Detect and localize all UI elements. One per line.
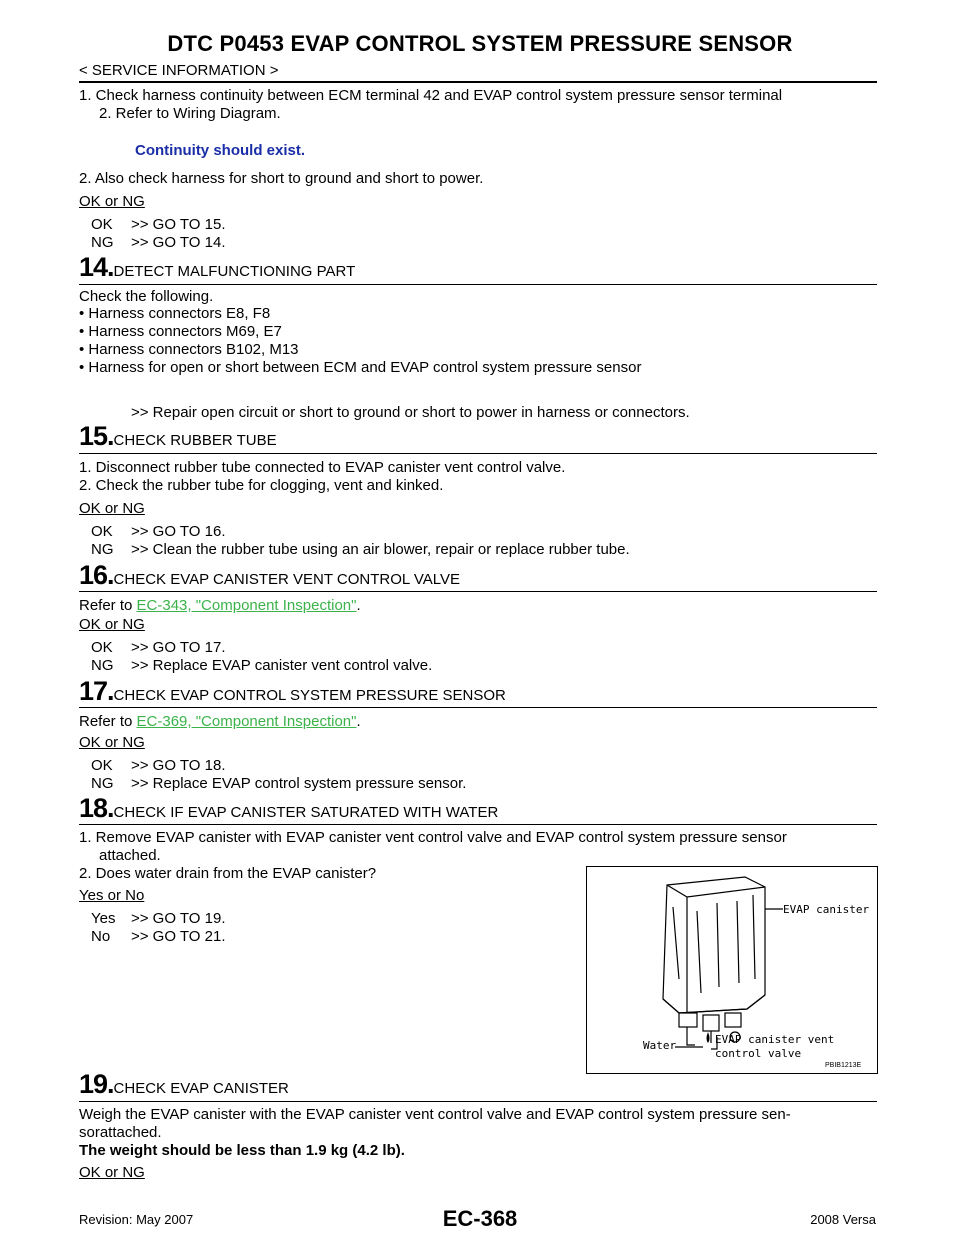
step-rule bbox=[79, 824, 877, 825]
step-line: 1. Remove EVAP canister with EVAP canister vent control valve and EVAP control system pressure sensor bbox=[79, 829, 787, 846]
yes-no-heading: Yes or No bbox=[79, 887, 145, 904]
step-line: Weigh the EVAP canister with the EVAP canister vent control valve and EVAP control system pressure sen- bbox=[79, 1106, 791, 1123]
refer-line: Refer to EC-343, "Component Inspection". bbox=[79, 597, 361, 614]
bullet-item: • Harness connectors E8, F8 bbox=[79, 305, 271, 322]
figure-code: PBIB1213E bbox=[825, 1062, 862, 1069]
result-ng: NG >> GO TO 14. bbox=[91, 234, 226, 251]
step-heading-18: 18.CHECK IF EVAP CANISTER SATURATED WITH WATER bbox=[79, 793, 499, 823]
step-rule bbox=[79, 1101, 877, 1102]
spec-text: Continuity should exist. bbox=[135, 142, 306, 159]
bullet-item: • Harness connectors M69, E7 bbox=[79, 323, 282, 340]
bullet-item: • Harness connectors B102, M13 bbox=[79, 341, 299, 358]
revision-date: Revision: May 2007 bbox=[79, 1212, 194, 1227]
step-line: 2. Check the rubber tube for clogging, vent and kinked. bbox=[79, 477, 444, 494]
refer-line: Refer to EC-369, "Component Inspection". bbox=[79, 713, 361, 730]
label-water: Water bbox=[643, 1039, 677, 1052]
action-text: >> Repair open circuit or short to ground or short to power in harness or connectors. bbox=[131, 404, 690, 421]
step-rule bbox=[79, 591, 877, 592]
step-line: Check the following. bbox=[79, 288, 214, 305]
evap-canister-illustration bbox=[587, 867, 877, 1073]
step-line: 2. Refer to Wiring Diagram. bbox=[99, 105, 281, 122]
model-label: 2008 Versa bbox=[810, 1212, 876, 1227]
bullet-item: • Harness for open or short between ECM and EVAP control system pressure sensor bbox=[79, 359, 642, 376]
label-vent-valve-2: control valve bbox=[715, 1047, 802, 1060]
section-label: < SERVICE INFORMATION > bbox=[79, 62, 279, 79]
component-inspection-link[interactable]: EC-343, "Component Inspection" bbox=[136, 597, 357, 614]
result-ok: OK >> GO TO 16. bbox=[91, 523, 226, 540]
step-rule bbox=[79, 453, 877, 454]
header-rule bbox=[79, 81, 877, 83]
step-line: sorattached. bbox=[79, 1124, 162, 1141]
label-vent-valve-1: EVAP canister vent bbox=[715, 1033, 835, 1046]
spec-text: The weight should be less than 1.9 kg (4.2 lb). bbox=[79, 1142, 405, 1159]
ok-ng-heading: OK or NG bbox=[79, 193, 145, 210]
result-ng: NG >> Clean the rubber tube using an air blower, repair or replace rubber tube. bbox=[91, 541, 630, 558]
page-number: EC-368 bbox=[442, 1206, 518, 1231]
step-line: 1. Disconnect rubber tube connected to EVAP canister vent control valve. bbox=[79, 459, 566, 476]
ok-ng-heading: OK or NG bbox=[79, 1164, 145, 1181]
result-no: No >> GO TO 21. bbox=[91, 928, 226, 945]
result-ok: OK >> GO TO 15. bbox=[91, 216, 226, 233]
component-inspection-link[interactable]: EC-369, "Component Inspection" bbox=[136, 713, 357, 730]
label-evap-canister: EVAP canister bbox=[783, 903, 870, 916]
result-ok: OK >> GO TO 17. bbox=[91, 639, 226, 656]
step-rule bbox=[79, 284, 877, 285]
ok-ng-heading: OK or NG bbox=[79, 734, 145, 751]
step-line: 2. Does water drain from the EVAP canister? bbox=[79, 865, 377, 882]
step-line: 2. Also check harness for short to ground and short to power. bbox=[79, 170, 484, 187]
result-ng: NG >> Replace EVAP control system pressure sensor. bbox=[91, 775, 467, 792]
ok-ng-heading: OK or NG bbox=[79, 500, 145, 517]
step-heading-16: 16.CHECK EVAP CANISTER VENT CONTROL VALVE bbox=[79, 560, 461, 590]
step-line: 1. Check harness continuity between ECM terminal 42 and EVAP control system pressure sensor terminal bbox=[79, 87, 783, 104]
result-ok: OK >> GO TO 18. bbox=[91, 757, 226, 774]
step-heading-19: 19.CHECK EVAP CANISTER bbox=[79, 1069, 289, 1099]
step-rule bbox=[79, 707, 877, 708]
step-heading-14: 14.DETECT MALFUNCTIONING PART bbox=[79, 252, 356, 282]
result-ng: NG >> Replace EVAP canister vent control valve. bbox=[91, 657, 433, 674]
step-line: attached. bbox=[99, 847, 161, 864]
step-heading-15: 15.CHECK RUBBER TUBE bbox=[79, 421, 277, 451]
result-yes: Yes >> GO TO 19. bbox=[91, 910, 226, 927]
evap-canister-figure bbox=[586, 866, 878, 1074]
page-title: DTC P0453 EVAP CONTROL SYSTEM PRESSURE SENSOR bbox=[167, 31, 793, 56]
step-heading-17: 17.CHECK EVAP CONTROL SYSTEM PRESSURE SENSOR bbox=[79, 676, 506, 706]
ok-ng-heading: OK or NG bbox=[79, 616, 145, 633]
